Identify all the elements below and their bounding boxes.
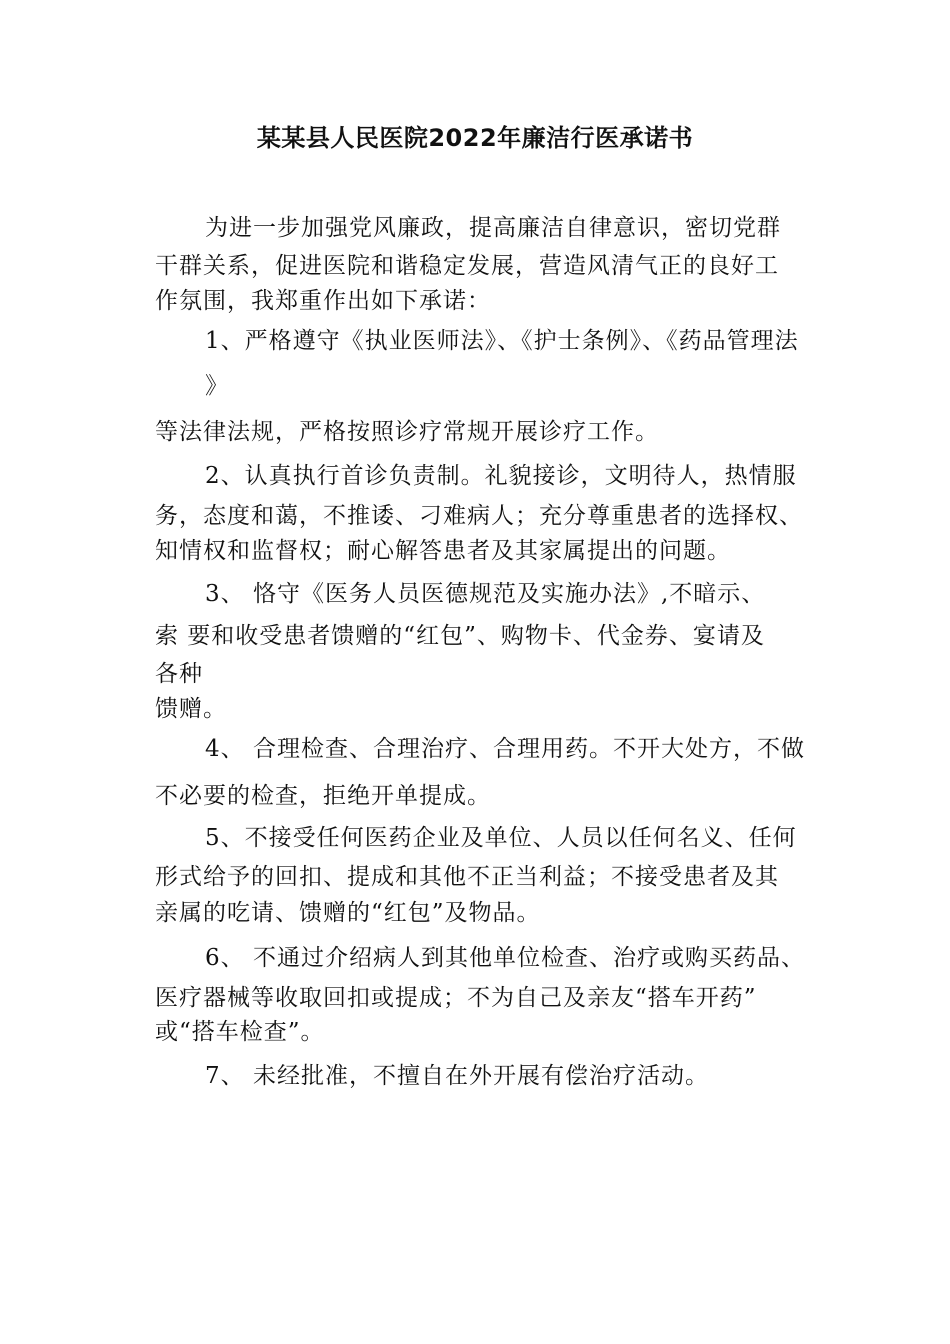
- paragraph-line: 形式给予的回扣、提成和其他不正当利益；不接受患者及其: [155, 864, 779, 890]
- paragraph-line: 索 要和收受患者馈赠的“红包”、购物卡、代金券、宴请及: [155, 623, 765, 649]
- paragraph-line: 6、 不通过介绍病人到其他单位检查、治疗或购买药品、: [205, 945, 805, 971]
- paragraph-line: 知情权和监督权；耐心解答患者及其家属提出的问题。: [155, 538, 731, 564]
- paragraph-line: 》: [205, 373, 229, 399]
- paragraph-line: 馈赠。: [155, 696, 227, 722]
- paragraph-line: 7、 未经批准，不擅自在外开展有偿治疗活动。: [205, 1063, 709, 1089]
- document-title: 某某县人民医院2022年廉洁行医承诺书: [256, 124, 694, 152]
- paragraph-line: 5、不接受任何医药企业及单位、人员以任何名义、任何: [205, 825, 797, 851]
- paragraph-line: 亲属的吃请、馈赠的“红包”及物品。: [155, 900, 541, 926]
- paragraph-line: 2、认真执行首诊负责制。礼貌接诊，文明待人，热情服: [205, 463, 797, 489]
- paragraph-line: 为进一步加强党风廉政，提高廉洁自律意识，密切党群: [205, 215, 781, 241]
- paragraph-line: 各种: [155, 661, 203, 687]
- paragraph-line: 4、 合理检查、合理治疗、合理用药。不开大处方，不做: [205, 736, 805, 762]
- paragraph-line: 作氛围，我郑重作出如下承诺：: [155, 288, 491, 314]
- paragraph-line: 或“搭车检查”。: [155, 1019, 325, 1045]
- paragraph-line: 医疗器械等收取回扣或提成；不为自己及亲友“搭车开药”: [155, 985, 757, 1011]
- paragraph-line: 务，态度和蔼，不推诿、刁难病人；充分尊重患者的选择权、: [155, 503, 803, 529]
- paragraph-line: 干群关系，促进医院和谐稳定发展，营造风清气正的良好工: [155, 253, 779, 279]
- paragraph-line: 3、 恪守《医务人员医德规范及实施办法》,不暗示、: [205, 581, 766, 607]
- paragraph-line: 不必要的检查，拒绝开单提成。: [155, 783, 491, 809]
- paragraph-line: 1、严格遵守《执业医师法》、《护士条例》、《药品管理法: [205, 328, 799, 354]
- paragraph-line: 等法律法规，严格按照诊疗常规开展诊疗工作。: [155, 419, 659, 445]
